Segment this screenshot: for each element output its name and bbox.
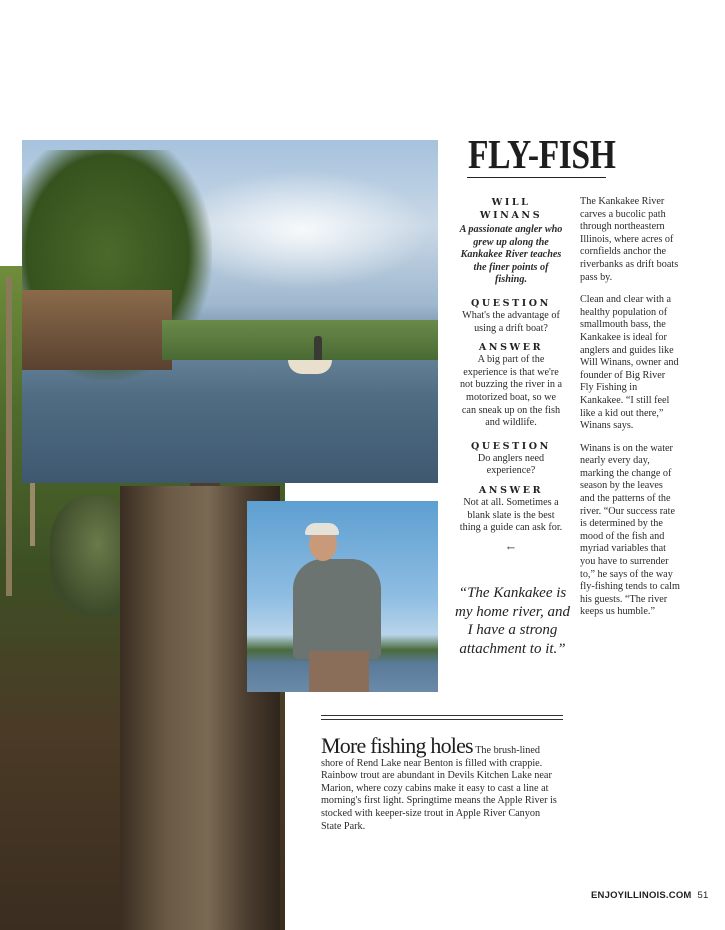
footer-site-link[interactable]: ENJOYILLINOIS.COM	[591, 890, 692, 901]
question-label: QUESTION	[471, 297, 551, 309]
arrow-left-icon: ←	[506, 542, 516, 554]
more-fishing-holes-section	[321, 733, 559, 833]
interviewee-first-name: WILL	[491, 197, 531, 208]
question-text: What's the advantage of using a drift boat?	[462, 309, 560, 334]
question-text: Do anglers need experience?	[477, 452, 545, 477]
article-paragraph: The Kankakee River carves a bucolic path through northeastern Illinois, where acres of cornfields anchor the riverbanks as drift boats pass by.	[580, 196, 679, 283]
question-label: QUESTION	[471, 440, 551, 452]
pull-quote: “The Kankakee is my home river, and I have a strong attachment to it.”	[455, 585, 570, 657]
page-number: 51	[697, 890, 709, 901]
article-paragraph: Clean and clear with a healthy population of smallmouth bass, the Kankakee is ideal for anglers and guides like Will Winans, owner and founder of Big River Fly Fishing in Kankakee. “I still feel like a kid out there,” Winans says.	[580, 294, 679, 432]
article-paragraph: Winans is on the water nearly every day, marking the change of season by the leaves and the patterns of the river. “Our success rate is determined by the mood of the fish and myriad variables that you have to surrender to,” he says of the way fly-fishing tends to calm his guests. “The river keeps us humble.”	[580, 442, 680, 618]
section-title: More fishing holes	[321, 733, 473, 758]
answer-text: Not at all. Sometimes a blank slate is the best thing a guide can ask for.	[459, 496, 563, 534]
section-rule	[321, 715, 563, 716]
interview-column	[459, 196, 563, 558]
page-title: FLY-FISH	[468, 131, 616, 177]
interview-intro: A passionate angler who grew up along the Kankakee River teaches the finer points of fishing.	[459, 224, 563, 286]
answer-text: A big part of the experience is that we're not buzzing the river in a motorized boat, so we can sneak up on the fish and wildlife.	[459, 354, 563, 429]
interviewee-last-name: WINANS	[479, 210, 543, 221]
angler-portrait-photo	[247, 501, 438, 692]
page-footer	[591, 890, 709, 901]
section-rule	[321, 719, 563, 720]
headline-rule	[467, 177, 606, 178]
section-body: The brush-lined shore of Rend Lake near Benton is filled with crappie. Rainbow trout are abundant in Devils Kitchen Lake near Marion, where cozy cabins make it easy to cast a line at morning's first light. Springtime means the Apple River is stocked with keeper-size trout in Apple River Canyon State Park.	[321, 745, 557, 832]
answer-label: ANSWER	[478, 342, 544, 354]
river-drift-boat-photo	[22, 140, 438, 483]
article-column	[580, 196, 680, 629]
answer-label: ANSWER	[478, 484, 544, 496]
